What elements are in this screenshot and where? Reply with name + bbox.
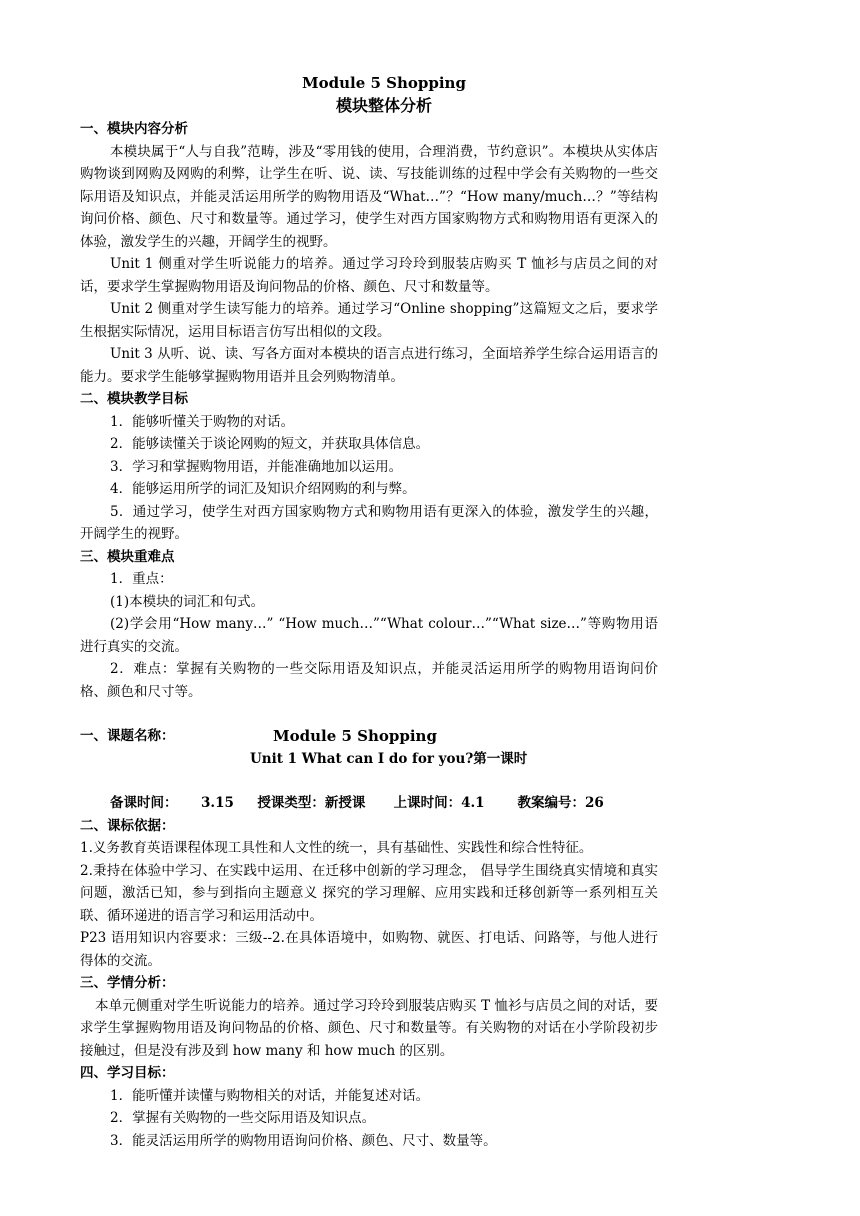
- document-page: [80, 72, 658, 1152]
- list-item: 5．通过学习，使学生对西方国家购物方式和购物用语有更深入的体验，激发学生的兴趣，开阔学生的视野。: [80, 503, 658, 542]
- section-heading-content-analysis: 一、模块内容分析: [80, 121, 188, 137]
- paragraph: 1.义务教育英语课程体现工具性和人文性的统一，具有基础性、实践性和综合性特征。: [80, 840, 593, 856]
- list-item: (1)本模块的词汇和句式。: [110, 593, 265, 610]
- list-item: 1．重点：: [110, 571, 173, 587]
- document-subtitle: 模块整体分析: [335, 96, 432, 115]
- section-heading-learning-goals: 四、学习目标：: [80, 1065, 175, 1081]
- lesson-title-row: [80, 725, 658, 748]
- list-item: 2．能够读懂关于谈论网购的短文，并获取具体信息。: [110, 436, 430, 452]
- list-item: (2)学会用“How many…” “How much…”“What colour…”“What size…”等购物用语进行真实的交流。: [80, 616, 658, 655]
- section-heading-curriculum-basis: 二、课标依据：: [80, 817, 175, 834]
- section-heading-key-points: 三、模块重难点: [80, 548, 175, 565]
- lesson-title-label: 一、课题名称：: [80, 728, 175, 744]
- paragraph: 本模块属于“人与自我”范畴，涉及“零用钱的使用，合理消费，节约意识”。本模块从实体店购物谈到网购及网购的利弊，让学生在听、说、读、写技能训练的过程中学会有关购物的一些交际用语及知识点，并能灵活运用所学的购物用语及“What…”？“How many/much…？”等结构询问价格、颜色、尺寸和数量等。通过学习，使学生对西方国家购物方式和购物用语有更深入的体验，激发学生的兴趣，开阔学生的视野。: [80, 143, 658, 250]
- paragraph: 本单元侧重对学生听说能力的培养。通过学习玲玲到服装店购买 T 恤衫与店员之间的对话，要求学生掌握购物用语及询问物品的价格、颜色、尺寸和数量等。有关购物的对话在小学阶段初步接触过，但是没有涉及到 how many 和 how much 的区别。: [80, 997, 658, 1059]
- spacer: [80, 770, 658, 792]
- list-item: 4．能够运用所学的词汇及知识介绍网购的利与弊。: [110, 481, 416, 497]
- list-item: 2．掌握有关购物的一些交际用语及知识点。: [110, 1110, 376, 1126]
- list-item: 3．能灵活运用所学的购物用语询问价格、颜色、尺寸、数量等。: [110, 1132, 497, 1149]
- section-heading-learner-analysis: 三、学情分析：: [80, 975, 175, 991]
- paragraph: P23 语用知识内容要求：三级--2.在具体语境中，如购物、就医、打电话、问路等，与他人进行得体的交流。: [80, 930, 658, 969]
- list-item: 3．学习和掌握购物用语，并能准确地加以运用。: [110, 458, 403, 475]
- lesson-title-name: Module 5 Shopping: [273, 727, 437, 745]
- list-item: 1．能够听懂关于购物的对话。: [110, 413, 295, 430]
- spacer: [80, 703, 658, 725]
- paragraph: Unit 3 从听、说、读、写各方面对本模块的语言点进行练习，全面培养学生综合运用语言的能力。要求学生能够掌握购物用语并且会列购物清单。: [80, 346, 658, 385]
- list-item: 1．能听懂并读懂与购物相关的对话，并能复述对话。: [110, 1087, 430, 1104]
- document-title: Module 5 Shopping: [302, 74, 466, 92]
- paragraph: Unit 2 侧重对学生读写能力的培养。通过学习“Online shopping”这篇短文之后，要求学生根据实际情况，运用目标语言仿写出相似的文段。: [80, 301, 658, 340]
- unit-title: Unit 1 What can I do for you?第一课时: [250, 750, 528, 767]
- list-item: 2．难点：掌握有关购物的一些交际用语及知识点，并能灵活运用所学的购物用语询问价格、颜色和尺寸等。: [80, 661, 658, 700]
- paragraph: 2.秉持在体验中学习、在实践中运用、在迁移中创新的学习理念， 倡导学生围绕真实情境和真实问题，激活已知，参与到指向主题意义 探究的学习理解、应用实践和迁移创新等一系列相互关联、循环递进的语言学习和运用活动中。: [80, 862, 658, 924]
- paragraph: Unit 1 侧重对学生听说能力的培养。通过学习玲玲到服装店购买 T 恤衫与店员之间的对话，要求学生掌握购物用语及询问物品的价格、颜色、尺寸和数量等。: [80, 256, 658, 295]
- lesson-meta: 备课时间： 3.15 授课类型：新授课 上课时间：4.1 教案编号：26: [110, 795, 604, 811]
- section-heading-teaching-goals: 二、模块教学目标: [80, 391, 188, 407]
